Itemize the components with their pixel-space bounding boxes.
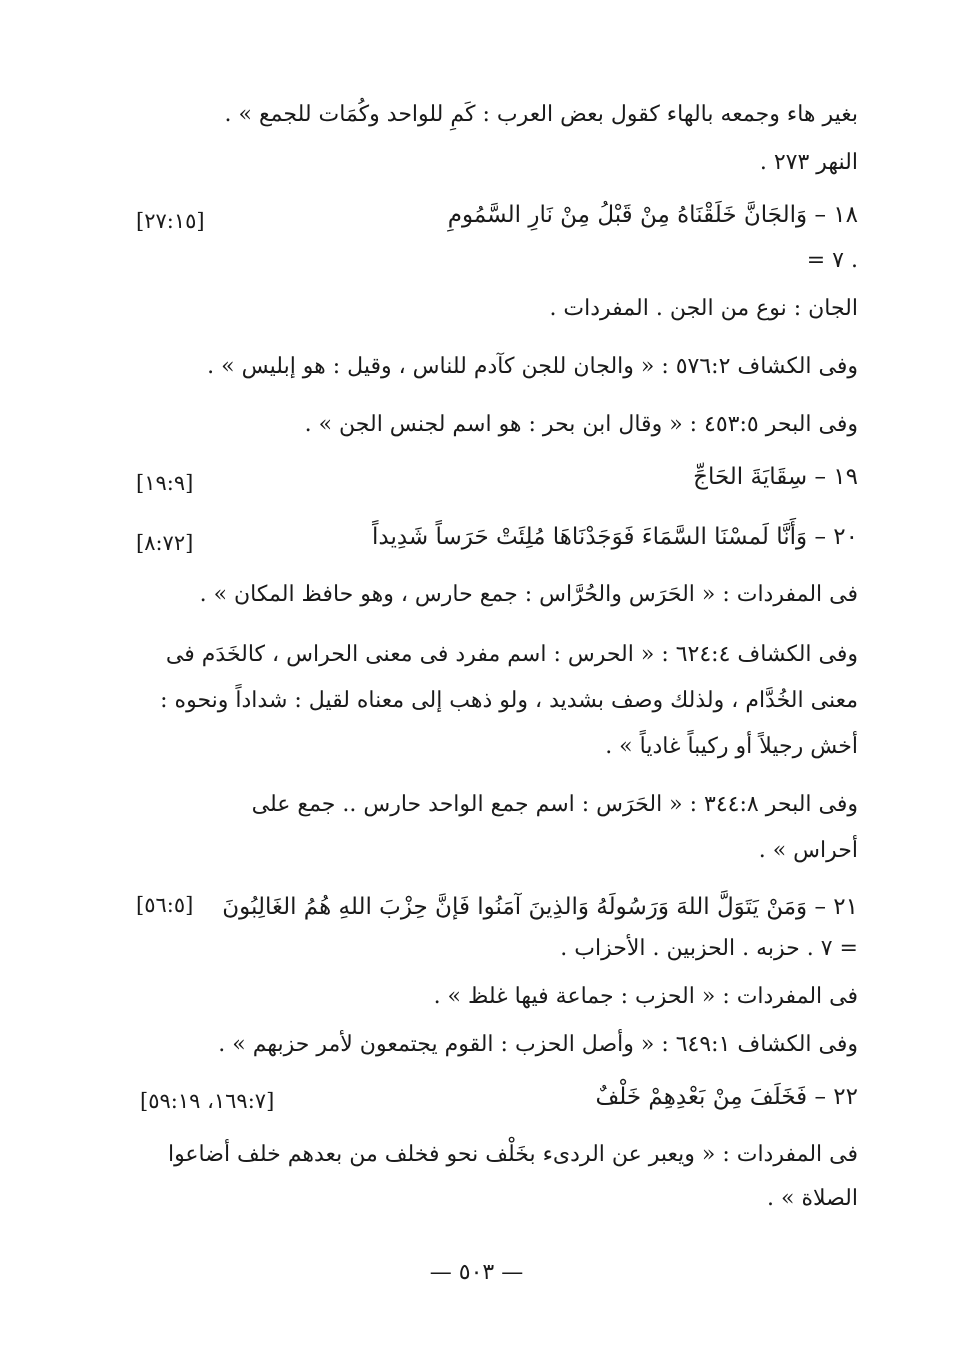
text-line-2: النهر ٢٧٣ . [759, 150, 858, 175]
verse-18-reference: [٢٧:١٥] [136, 209, 205, 233]
text-line-10: فى المفردات : « الحَرَس والحُرَّاس : جمع حارس ، وهو حافظ المكان » . [199, 582, 858, 607]
text-line-17: = ٧ . حزبه . الحزبين . الأحزاب . [560, 936, 858, 961]
text-line-6: وفى الكشاف ٥٧٦:٢ : « والجان للجن كآدم للناس ، وقيل : هو إبليس » . [207, 354, 858, 379]
text-line-5: الجان : نوع من الجن . المفردات . [549, 296, 858, 321]
verse-20: ٢٠ – وَأَنَّا لَمسْنَا السَّمَاءَ فَوَجَدْنَاهَا مُلِئَتْ حَرَساً شَدِيداً [372, 524, 858, 550]
verse-22-reference: [١٦٩:٧، ٥٩:١٩] [140, 1089, 275, 1113]
verse-19: ١٩ – سِقَايَةَ الحَاجِّ [693, 464, 858, 490]
verse-22: ٢٢ – فَخَلَفَ مِنْ بَعْدِهِمْ خَلْفٌ [595, 1084, 858, 1110]
text-line-4: = ٧ . [806, 248, 858, 273]
text-line-15: أحراس » . [758, 838, 858, 863]
text-line-7: وفى البحر ٤٥٣:٥ : « وقال ابن بحر : هو اسم لجنس الجن » . [304, 412, 858, 437]
text-line-1: بغير هاء وجمعه بالهاء كقول بعض العرب : كَمِ للواحد وكُمَات للجمع » . [224, 102, 858, 127]
page-number: — ٥٠٣ — [429, 1260, 524, 1285]
text-line-18: فى المفردات : « الحزب : جماعة فيها غلظ » . [433, 984, 858, 1009]
text-line-13: أخش رجيلاً أو ركيباً غادياً » . [605, 734, 858, 759]
text-line-21: فى المفردات : « ويعبر عن الردىء بخَلْف نحو فخلف من بعدهم خلف أضاعوا [167, 1142, 858, 1167]
text-line-22: الصلاة » . [767, 1186, 858, 1211]
text-line-11: وفى الكشاف ٦٢٤:٤ : « الحرس : اسم مفرد فى معنى الحراس ، كالخَدَم فى [165, 642, 858, 667]
verse-20-reference: [٨:٧٢] [136, 531, 194, 555]
verse-21: ٢١ – وَمَنْ يَتَوَلَّ اللهَ وَرَسُولَهُ وَالذِينَ آمَنُوا فَإنَّ حِزْبَ اللهِ هُمُ الغَالِبُونَ [222, 894, 858, 920]
text-line-12: معنى الخُدَّام ، ولذلك وصف بشديد ، ولو ذهب إلى معناه لقيل : شداداً ونحوه : [160, 688, 858, 713]
text-line-19: وفى الكشاف ٦٤٩:١ : « وأصل الحزب : القوم يجتمعون لأمر حزبهم » . [218, 1032, 858, 1057]
text-line-14: وفى البحر ٣٤٤:٨ : « الحَرَس : اسم جمع الواحد حارس .. جمع على [251, 792, 858, 817]
verse-21-reference: [٥٦:٥] [136, 893, 194, 917]
verse-19-reference: [١٩:٩] [136, 471, 194, 495]
verse-18: ١٨ – وَالجَانَّ خَلَقْنَاهُ مِنْ قَبْلُ مِنْ نَارِ السَّمُومِ [447, 202, 858, 228]
